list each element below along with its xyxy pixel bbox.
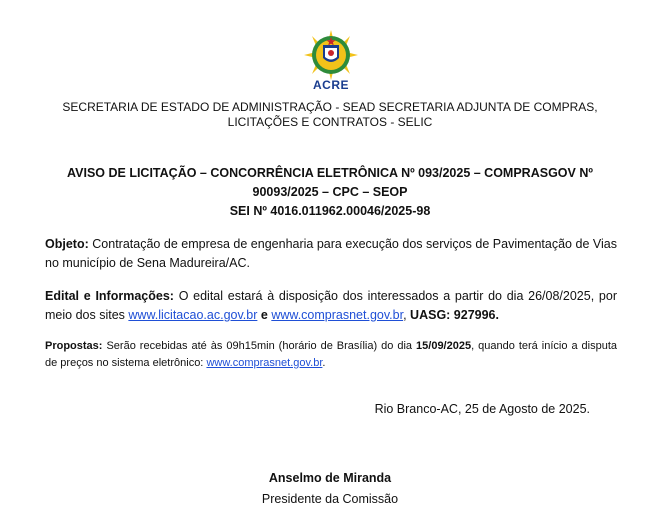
uasg-code: UASG: 927996. [410,308,499,322]
signatory-name: Anselmo de Miranda [268,471,392,485]
edital-label: Edital e Informações: [45,289,174,303]
department-line-2: LICITAÇÕES E CONTRATOS - SELIC [227,115,433,129]
title-line-3: SEI Nº 4016.011962.00046/2025-98 [229,204,431,218]
propostas-label: Propostas: [45,340,103,352]
place-date: Rio Branco-AC, 25 de Agosto de 2025. [374,402,590,416]
propostas-text-2: , quando terá início a disputa de preços no sistema eletrônico: [45,340,618,369]
propostas-text-1: Serão recebidas até às 09h15min (horário de Brasília) do dia [106,340,413,352]
objeto-label: Objeto: [45,237,89,251]
propostas-paragraph [45,338,617,372]
objeto-text: Contratação de empresa de engenharia para execução dos serviços de Pavimentação de Vias no município de Sena Madureira/AC. [45,237,617,270]
edital-paragraph: Edital e Informações: O edital estará à disposição dos interessados a partir do dia 26/08/2025, por meio dos sites www.licitacao.ac.gov.br e www.comprasnet.gov.br, UASG: 927996. [45,289,617,322]
licitacao-link[interactable]: www.licitacao.ac.gov.br [128,308,258,322]
comprasnet-link[interactable]: www.comprasnet.gov.br [271,308,404,322]
objeto-paragraph [45,235,617,273]
notice-title [40,164,620,221]
propostas-date: 15/09/2025 [416,340,472,352]
edital-text: O edital estará à disposição dos interessados a partir do dia 26/08/2025, por meio dos sites [45,289,617,322]
title-line-1: AVISO DE LICITAÇÃO – CONCORRÊNCIA ELETRÔNICA Nº 093/2025 – COMPRASGOV Nº [67,166,593,180]
title-line-2: 90093/2025 – CPC – SEOP [252,185,408,199]
edital-and: e [260,308,268,322]
propostas-end: . [322,357,326,369]
department-line-1: SECRETARIA DE ESTADO DE ADMINISTRAÇÃO - SEAD SECRETARIA ADJUNTA DE COMPRAS, [62,100,598,114]
comprasnet-system-link[interactable]: www.comprasnet.gov.br [206,357,323,369]
signatory-role: Presidente da Comissão [261,492,399,506]
department-header [40,100,620,130]
logo-text: ACRE [312,78,349,92]
